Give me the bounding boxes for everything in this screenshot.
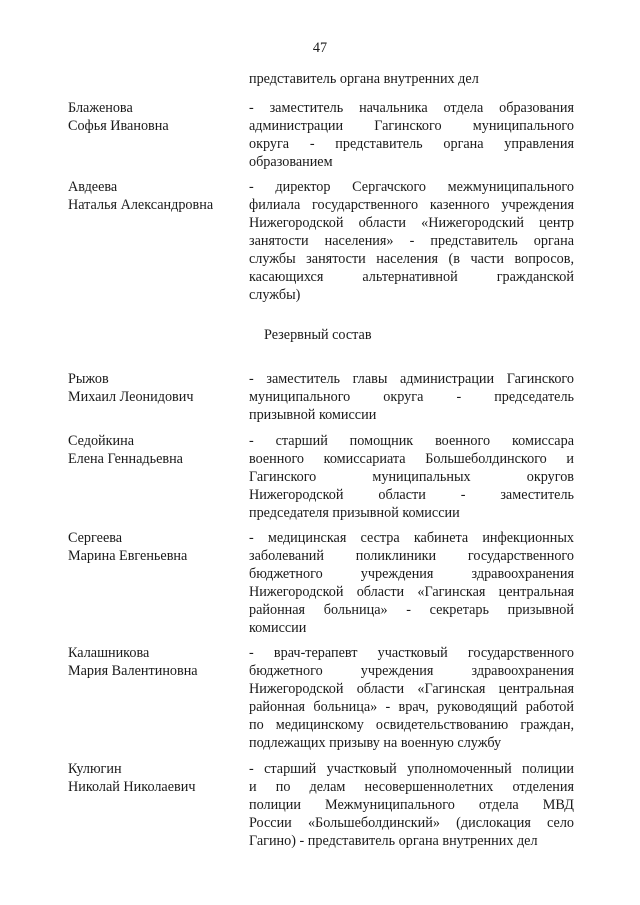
member-description-line: службы) [249,287,301,303]
member-description-line: комиссии [249,620,307,636]
member-description-line: - заместитель главы администрации Гагинского [249,371,574,387]
member-description-line: подлежащих призыву на военную службу [249,735,502,751]
member-description-line: администрации Гагинского муниципального [249,118,574,134]
member-given-names: Марина Евгеньевна [68,548,188,564]
member-given-names: Николай Николаевич [68,779,196,795]
member-surname: Блаженова [68,100,133,116]
member-surname: Рыжов [68,371,109,387]
member-given-names: Софья Ивановна [68,118,169,134]
member-description-line: призывной комиссии [249,407,377,423]
member-description-line: - медицинская сестра кабинета инфекционных [249,530,574,546]
member-description-line: - директор Сергачского межмуниципального [249,179,574,195]
member-description-line: муниципального округа - председатель [249,389,574,405]
member-description-line: Нижегородской области «Нижегородский центр [249,215,574,231]
member-description-line: - старший участковый уполномоченный полиции [249,761,574,777]
member-description-line: - старший помощник военного комиссара [249,433,574,449]
member-description-line: по медицинскому освидетельствованию граждан, [249,717,574,733]
member-description-line: бюджетного учреждения здравоохранения [249,663,574,679]
member-description-line: заболеваний поликлиники государственного [249,548,574,564]
member-given-names: Наталья Александровна [68,197,214,213]
member-description-line: Гагинского муниципальных округов [249,469,574,485]
reserve-section-title: Резервный состав [264,327,372,343]
member-description-line: полиции Межмуниципального отдела МВД [249,797,574,813]
member-description-line: Нижегородской области - заместитель [249,487,574,503]
member-description-line: службы занятости населения (в части вопросов, [249,251,574,267]
member-description-line: председателя призывной комиссии [249,505,460,521]
member-surname: Калашникова [68,645,150,661]
member-description-line: и по делам несовершеннолетних отделения [249,779,574,795]
member-description-line: Нижегородской области «Гагинская центральная [249,584,574,600]
member-surname: Седойкина [68,433,135,449]
member-description-line: образованием [249,154,333,170]
member-description-line: округа - представитель органа управления [249,136,574,152]
member-given-names: Елена Геннадьевна [68,451,183,467]
member-description-line: Гагино) - представитель органа внутренних дел [249,833,538,849]
member-given-names: Мария Валентиновна [68,663,198,679]
member-description-line: касающихся альтернативной гражданской [249,269,574,285]
page-number: 47 [312,40,328,56]
member-description-line: России «Большеболдинский» (дислокация село [249,815,574,831]
member-description-line: районная больница» - секретарь призывной [249,602,574,618]
member-given-names: Михаил Леонидович [68,389,194,405]
member-surname: Кулюгин [68,761,122,777]
member-description-line: Нижегородской области «Гагинская центральная [249,681,574,697]
member-description-line: бюджетного учреждения здравоохранения [249,566,574,582]
continuation-line: представитель органа внутренних дел [249,71,479,87]
member-description-line: филиала государственного казенного учреждения [249,197,574,213]
member-description-line: - заместитель начальника отдела образования [249,100,574,116]
member-surname: Авдеева [68,179,118,195]
member-description-line: занятости населения» - представитель органа [249,233,574,249]
member-description-line: районная больница» - врач, руководящий работой [249,699,574,715]
member-description-line: военного комиссариата Большеболдинского и [249,451,574,467]
member-surname: Сергеева [68,530,123,546]
member-description-line: - врач-терапевт участковый государственного [249,645,574,661]
